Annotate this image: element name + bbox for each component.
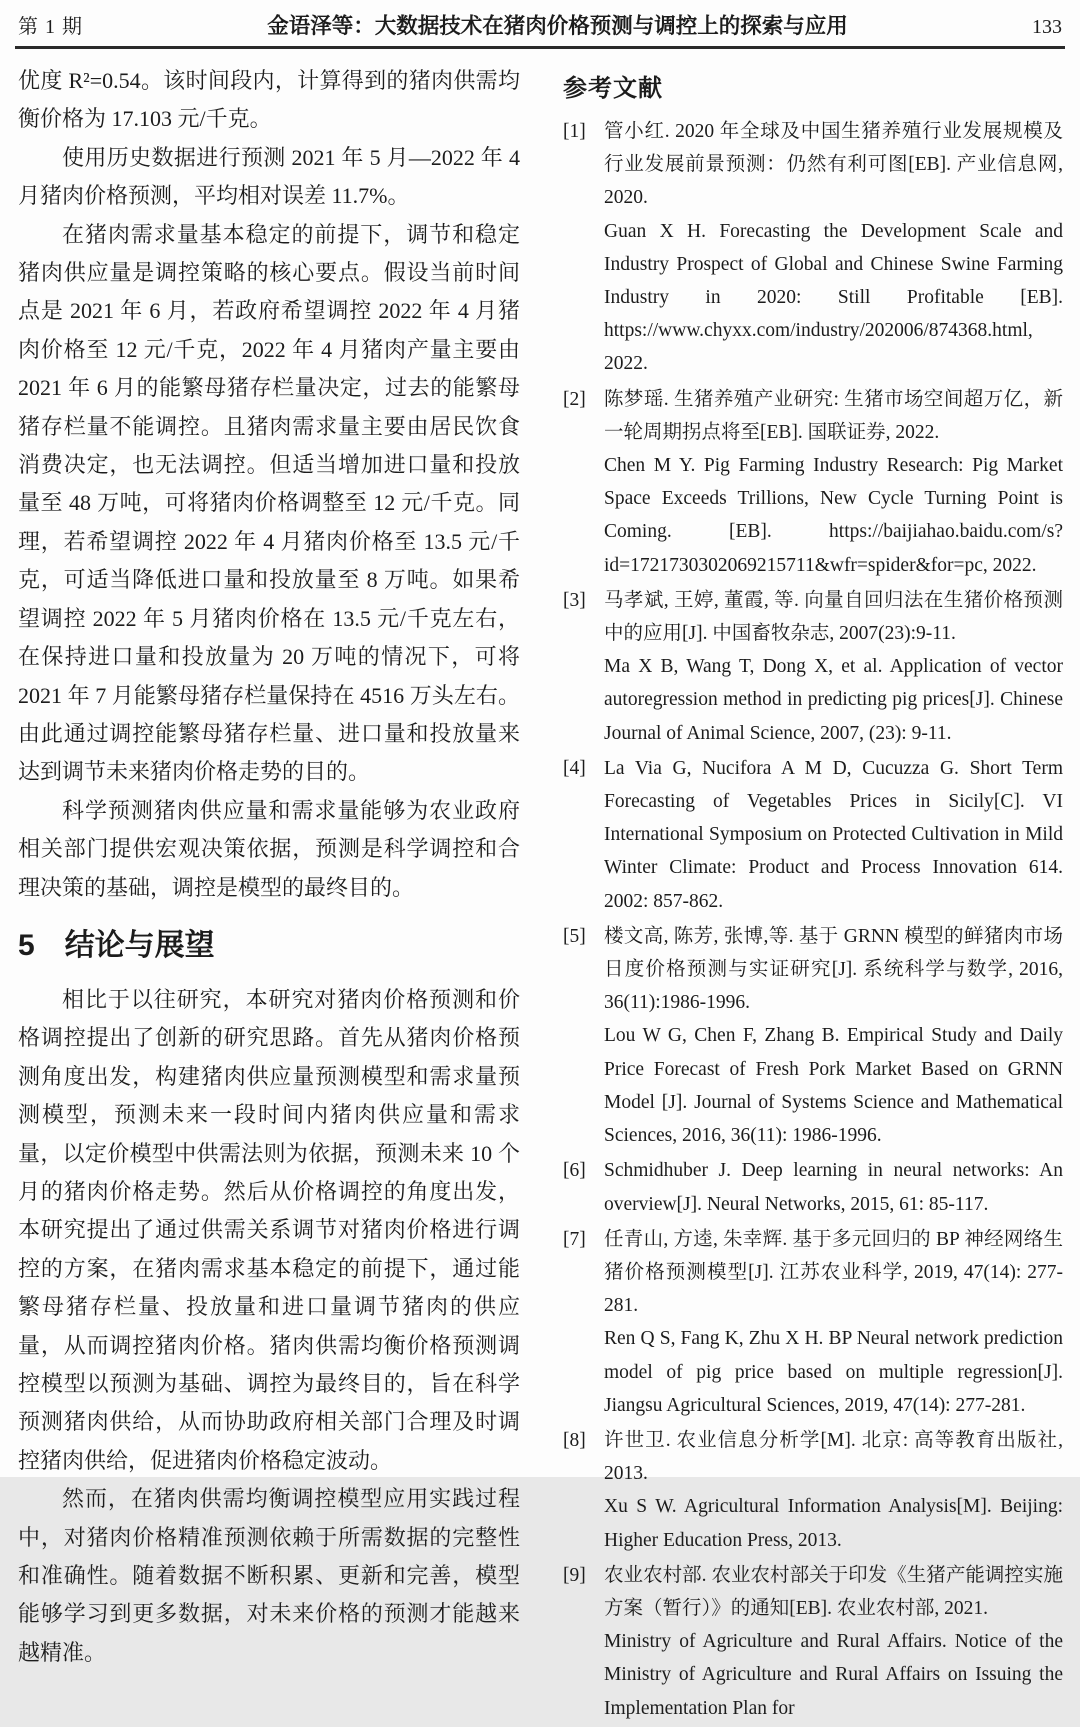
reference-body [604,1424,1063,1557]
reference-chinese-text: 管小红. 2020 年全球及中国生猪养殖行业发展规模及行业发展前景预测：仍然有利可图[EB]. 产业信息网, 2020. [604,121,1063,209]
body-paragraph: 优度 R²=0.54。该时间段内，计算得到的猪肉供需均衡价格为 17.103 元/千克。 [18,68,520,132]
reference-chinese-text: 马孝斌, 王婷, 董霞, 等. 向量自回归法在生猪价格预测中的应用[J]. 中国畜牧杂志, 2007(23):9-11. [604,589,1063,645]
running-title: 金语泽等：大数据技术在猪肉价格预测与调控上的探索与应用 [267,14,848,38]
reference-number: [7] [563,1228,586,1250]
reference-number: [1] [563,121,586,142]
reference-item [563,115,1063,381]
reference-body [604,115,1063,381]
reference-item [563,1223,1063,1422]
body-paragraph: 使用历史数据进行预测 2021 年 5 月—2022 年 4 月猪肉价格预测，平均相对误差 11.7%。 [18,144,520,209]
reference-number: [3] [563,589,586,611]
reference-body [604,1154,1063,1220]
reference-chinese-text: 农业农村部. 农业农村部关于印发《生猪产能调控实施方案（暂行）》的通知[EB]. 农业农村部, 2021. [604,1564,1063,1619]
page-number: 133 [1031,16,1062,38]
reference-chinese-text: 任青山, 方逵, 朱幸辉. 基于多元回归的 BP 神经网络生猪价格预测模型[J]. 江苏农业科学, 2019, 47(14): 277-281. [604,1228,1063,1317]
reference-number: [9] [563,1564,586,1586]
reference-english-text: Guan X H. Forecasting the Development Scale and Industry Prospect of Global and Chinese Swine Farming Industry in 2020: Still Profitable [EB]. https://www.chyxx.com/industry/202006/874368.html, 2022. [604,220,1063,375]
section-number: 5 [18,928,35,962]
reference-english-text: Chen M Y. Pig Farming Industry Research: Pig Market Space Exceeds Trillions, New Cycle Turning Point is Coming. [EB]. https://baijiahao.baidu.com/s?id=1721730302069215711&wfr=spider&for=pc, 2022. [604,455,1063,576]
reference-number: [6] [563,1160,586,1182]
reference-english-text: Schmidhuber J. Deep learning in neural networks: An overview[J]. Neural Networks, 2015, 61: 85-117. [604,1160,1063,1215]
reference-item [563,1424,1063,1557]
right-column [563,62,1063,1727]
reference-english-text: Lou W G, Chen F, Zhang B. Empirical Study and Daily Price Forecast of Fresh Pork Market Based on GRNN Model [J]. Journal of Systems Science and Mathematical Sciences, 2016, 36(11): 1986-1996. [604,1025,1063,1147]
reference-chinese-text: 许世卫. 农业信息分析学[M]. 北京: 高等教育出版社, 2013. [604,1429,1063,1485]
reference-item [563,383,1063,582]
reference-item [563,1154,1063,1220]
section-title: 结论与展望 [64,928,215,962]
two-column-body [0,49,1080,1727]
reference-body [604,383,1063,582]
reference-english-text: Ministry of Agriculture and Rural Affairs. Notice of the Ministry of Agriculture and Rural Affairs on Issuing the Implementation Plan for [604,1631,1063,1719]
reference-list [563,115,1063,1725]
reference-body [604,1223,1063,1422]
reference-body [604,752,1063,918]
reference-body [604,920,1063,1152]
section-heading [18,926,520,966]
reference-chinese-text: 陈梦瑶. 生猪养殖产业研究: 生猪市场空间超万亿，新一轮周期拐点将至[EB]. 国联证券, 2022. [604,388,1063,443]
body-paragraph: 相比于以往研究，本研究对猪肉价格预测和价格调控提出了创新的研究思路。首先从猪肉价格预测角度出发，构建猪肉供应量预测模型和需求量预测模型，预测未来一段时间内猪肉供应量和需求量，以定价模型中供需法则为依据，预测未来 10 个月的猪肉价格走势。然后从价格调控的角度出发，本研究提出了通过供需关系调节对猪肉价格进行调控的方案，在猪肉需求基本稳定的前提下，通过能繁母猪存栏量、投放量和进口量调节猪肉的供应量，从而调控猪肉价格。猪肉供需均衡价格预测调控模型以预测为基础、调控为最终目的，旨在科学预测猪肉供给，从而协助政府相关部门合理及时调控猪肉供给，促进猪肉价格稳定波动。 [18,986,520,1473]
reference-chinese-text: 楼文高, 陈芳, 张博,等. 基于 GRNN 模型的鲜猪肉市场日度价格预测与实证研究[J]. 系统科学与数学, 2016, 36(11):1986-1996. [604,925,1063,1014]
reference-english-text: Ma X B, Wang T, Dong X, et al. Application of vector autoregression method in predicting pig prices[J]. Chinese Journal of Animal Science, 2007, (23): 9-11. [604,656,1063,744]
reference-number: [8] [563,1429,586,1451]
reference-english-text: Ren Q S, Fang K, Zhu X H. BP Neural network prediction model of pig price based on multiple regression[J]. Jiangsu Agricultural Sciences, 2019, 47(14): 277-281. [604,1328,1063,1416]
reference-body [604,1559,1063,1725]
reference-english-text: Xu S W. Agricultural Information Analysis[M]. Beijing: Higher Education Press, 2013. [604,1496,1063,1551]
reference-number: [5] [563,925,586,947]
body-paragraph: 然而，在猪肉供需均衡调控模型应用实践过程中，对猪肉价格精准预测依赖于所需数据的完整性和准确性。随着数据不断积累、更新和完善，模型能够学习到更多数据，对未来价格的预测才能越来越精准。 [18,1486,520,1665]
reference-item [563,920,1063,1152]
reference-number: [2] [563,388,586,410]
reference-item [563,1559,1063,1725]
page-header [0,0,1080,40]
reference-english-text: La Via G, Nucifora A M D, Cucuzza G. Short Term Forecasting of Vegetables Prices in Sicily[C]. VI International Symposium on Protected Cultivation in Mild Winter Climate: Product and Process Innovation 614. 2002: 857-862. [604,757,1063,912]
issue-label: 第 1 期 [18,16,83,38]
references-heading: 参考文献 [563,75,663,102]
reference-item [563,584,1063,750]
reference-body [604,584,1063,750]
body-paragraph: 科学预测猪肉供应量和需求量能够为农业政府相关部门提供宏观决策依据，预测是科学调控和合理决策的基础，调控是模型的最终目的。 [18,797,520,900]
reference-number: [4] [563,757,586,779]
left-column [18,62,520,1727]
reference-item [563,752,1063,918]
body-paragraph: 在猪肉需求量基本稳定的前提下，调节和稳定猪肉供应量是调控策略的核心要点。假设当前时间点是 2021 年 6 月，若政府希望调控 2022 年 4 月猪肉价格至 12 元/千克，2022 年 4 月猪肉产量主要由 2021 年 6 月的能繁母猪存栏量决定，过去的能繁母猪存栏量不能调控。且猪肉需求量主要由居民饮食消费决定，也无法调控。但适当增加进口量和投放量至 48 万吨，可将猪肉价格调整至 12 元/千克。同理，若希望调控 2022 年 4 月猪肉价格至 13.5 元/千克，可适当降低进口量和投放量至 8 万吨。如果希望调控 2022 年 5 月猪肉价格在 13.5 元/千克左右，在保持进口量和投放量为 20 万吨的情况下，可将 2021 年 7 月能繁母猪存栏量保持在 4516 万头左右。由此通过调控能繁母猪存栏量、进口量和投放量来达到调节未来猪肉价格走势的目的。 [18,221,520,785]
